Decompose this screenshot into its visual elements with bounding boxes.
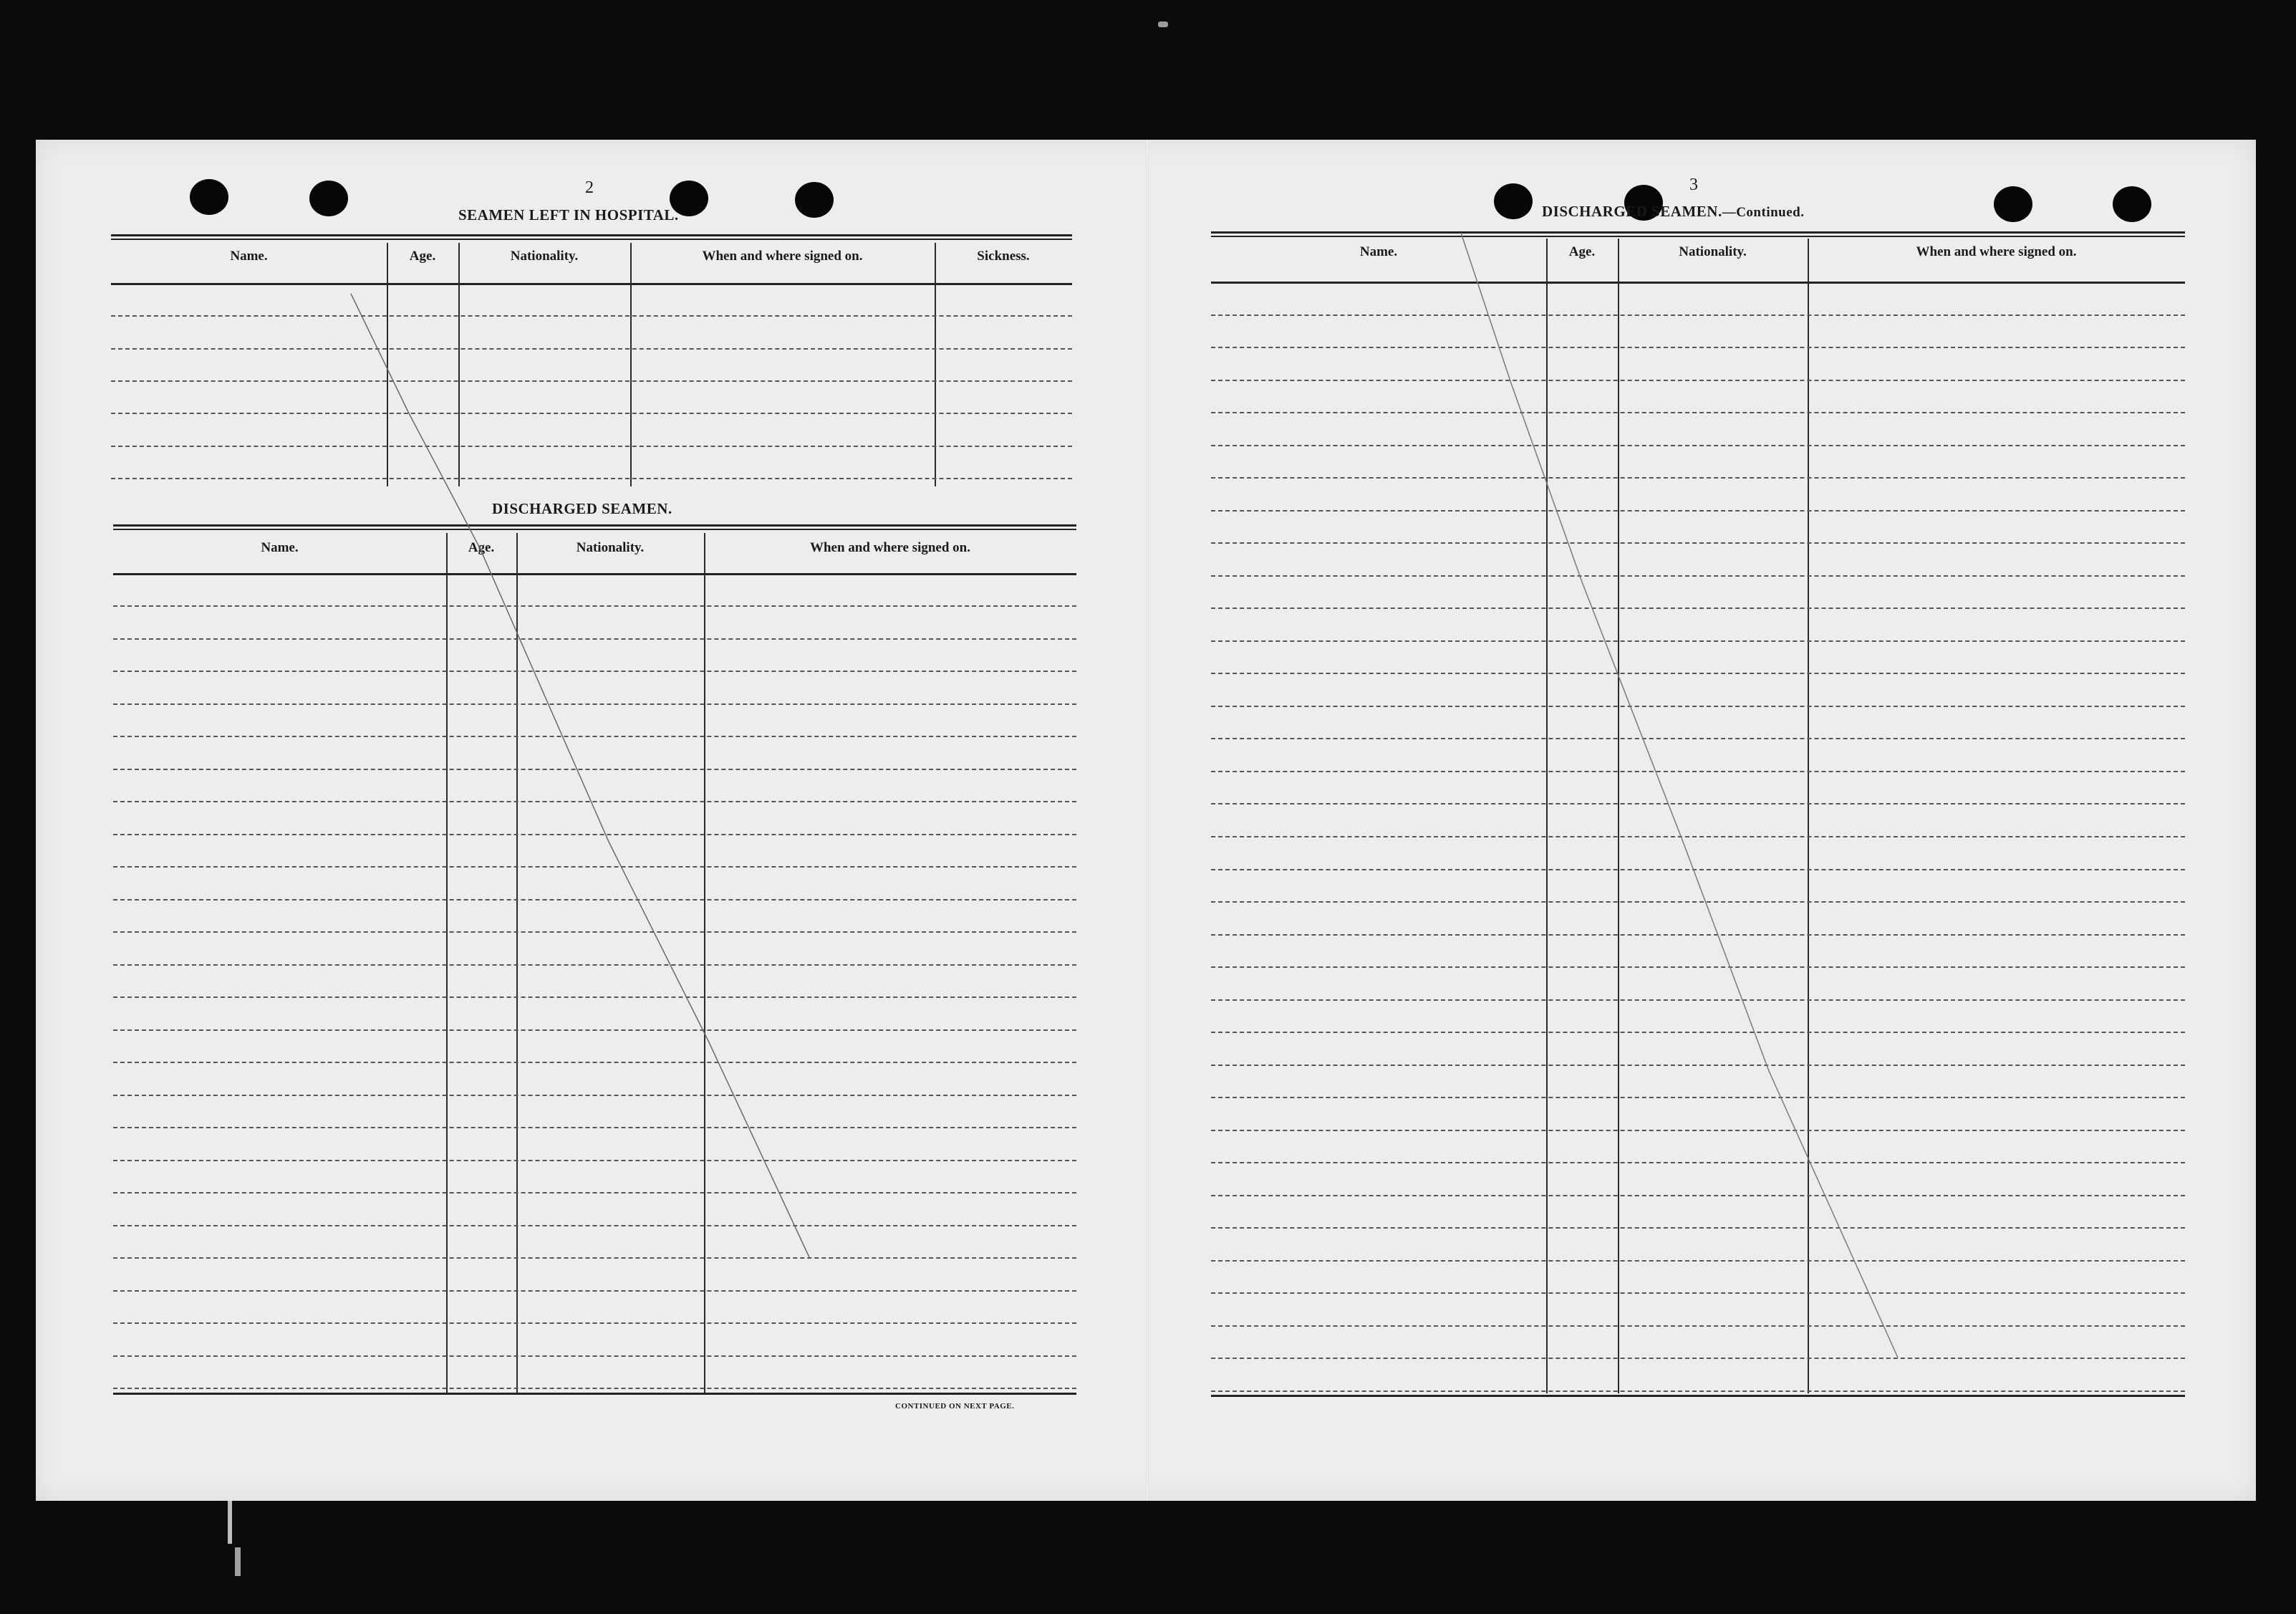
ledger-sheet	[36, 140, 2256, 1501]
col-header-name: Name.	[230, 249, 268, 264]
discharged-section-title: DISCHARGED SEAMEN.	[492, 500, 672, 517]
col-header-nationality: Nationality.	[1679, 244, 1747, 259]
col-header-age: Age.	[468, 540, 495, 555]
page-number-right: 3	[1689, 176, 1698, 194]
col-header-age: Age.	[409, 249, 436, 264]
page-number-left: 2	[585, 178, 594, 197]
col-header-age: Age.	[1568, 244, 1596, 259]
col-header-signed-on: When and where signed on.	[702, 249, 863, 264]
col-header-nationality: Nationality.	[510, 249, 579, 264]
col-header-name: Name.	[261, 540, 299, 555]
hospital-section-title: SEAMEN LEFT IN HOSPITAL.	[458, 206, 679, 224]
col-header-name: Name.	[1359, 244, 1398, 259]
continued-note: CONTINUED ON NEXT PAGE.	[895, 1402, 1015, 1411]
scan-speck	[228, 1501, 232, 1544]
col-header-sickness: Sickness.	[977, 249, 1030, 264]
col-header-signed-on: When and where signed on.	[1916, 244, 2077, 259]
scan-speck	[235, 1547, 241, 1576]
paper-crack-marks	[36, 140, 2256, 1501]
col-header-nationality: Nationality.	[576, 540, 645, 555]
continued-suffix: —Continued.	[1722, 205, 1805, 220]
discharged-continued-title-text: DISCHARGED SEAMEN.	[1542, 203, 1722, 220]
col-header-signed-on: When and where signed on.	[809, 540, 970, 555]
scan-speck	[1158, 21, 1168, 27]
